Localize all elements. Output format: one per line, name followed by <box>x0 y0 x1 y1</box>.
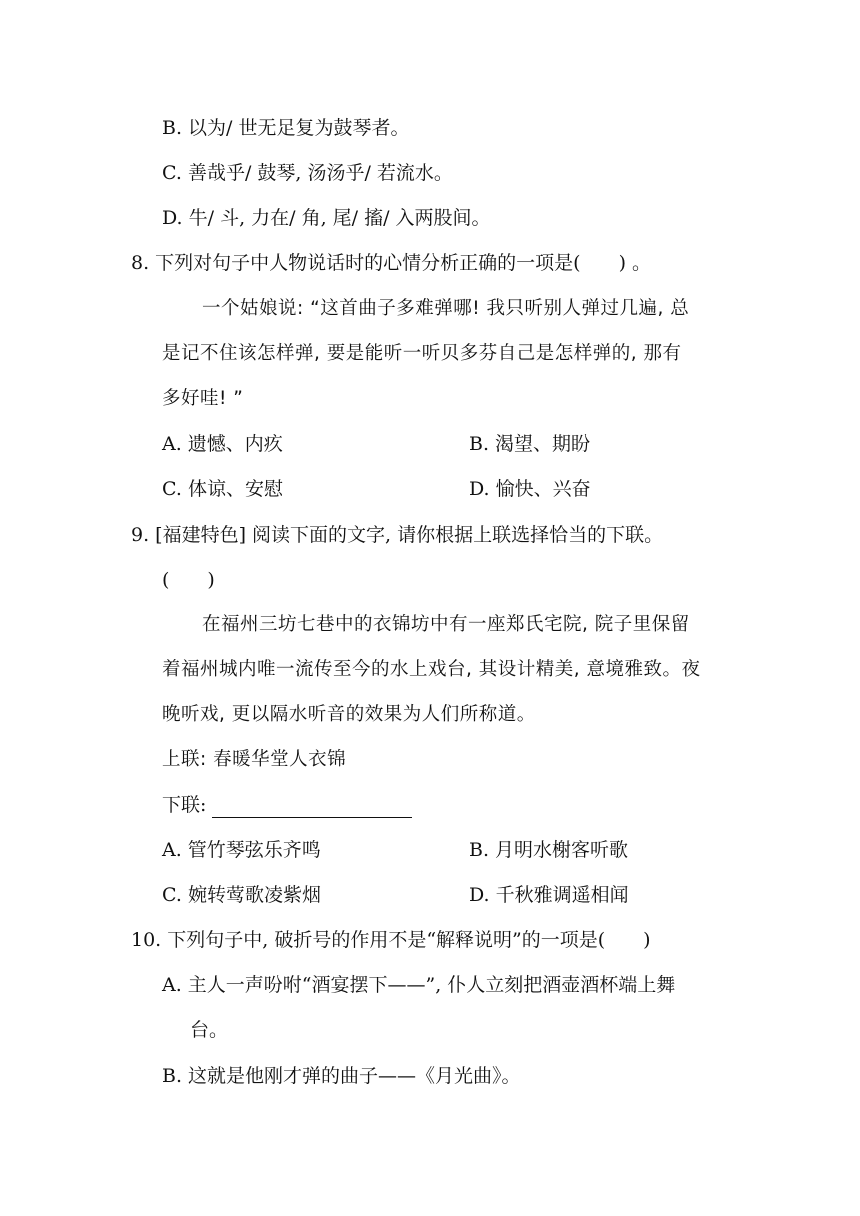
q9-answer-blank[interactable] <box>212 797 412 818</box>
q7-option-b: B. 以为/ 世无足复为鼓琴者。 <box>162 117 410 139</box>
q9-passage-line-3: 晚听戏, 更以隔水听音的效果为人们所称道。 <box>162 704 536 725</box>
q8-option-c: C. 体谅、安慰 <box>162 478 283 500</box>
q9-passage-line-1: 在福州三坊七巷中的衣锦坊中有一座郑氏宅院, 院子里保留 <box>202 614 690 635</box>
q8-passage-line-2: 是记不住该怎样弹, 要是能听一听贝多芬自己是怎样弹的, 那有 <box>162 343 682 364</box>
q7-option-d: D. 牛/ 斗, 力在/ 角, 尾/ 搐/ 入两股间。 <box>162 207 491 229</box>
q8-passage-line-3: 多好哇! ” <box>162 388 244 409</box>
q9-option-a: A. 管竹琴弦乐齐鸣 <box>162 839 321 861</box>
q8-passage-line-1: 一个姑娘说: “这首曲子多难弹哪! 我只听别人弹过几遍, 总 <box>202 298 690 319</box>
q10-option-a: A. 主人一声吩咐“酒宴摆下——”, 仆人立刻把酒壶酒杯端上舞 <box>162 974 676 996</box>
q8-stem: 8. 下列对句子中人物说话时的心情分析正确的一项是( ) 。 <box>131 252 652 274</box>
q9-answer-paren: ( ) <box>162 569 215 591</box>
q9-lower-couplet <box>162 792 412 818</box>
q9-stem: 9. [福建特色] 阅读下面的文字, 请你根据上联选择恰当的下联。 <box>131 524 664 546</box>
q9-upper-couplet: 上联: 春暖华堂人衣锦 <box>162 749 347 770</box>
q8-option-b: B. 渴望、期盼 <box>469 433 591 455</box>
q10-stem: 10. 下列句子中, 破折号的作用不是“解释说明”的一项是( ) <box>131 929 651 951</box>
q8-option-a: A. 遗憾、内疚 <box>162 433 283 455</box>
q10-option-b: B. 这就是他刚才弹的曲子——《月光曲》。 <box>162 1065 521 1087</box>
q10-option-a-cont: 台。 <box>190 1019 229 1041</box>
q8-option-d: D. 愉快、兴奋 <box>469 478 591 500</box>
q9-passage-line-2: 着福州城内唯一流传至今的水上戏台, 其设计精美, 意境雅致。夜 <box>162 659 701 680</box>
q9-option-d: D. 千秋雅调遥相闻 <box>469 884 629 906</box>
q7-option-c: C. 善哉乎/ 鼓琴, 汤汤乎/ 若流水。 <box>162 162 453 184</box>
q9-option-b: B. 月明水榭客听歌 <box>469 839 629 861</box>
q9-lower-label: 下联: <box>162 794 207 816</box>
q9-option-c: C. 婉转莺歌凌紫烟 <box>162 884 321 906</box>
